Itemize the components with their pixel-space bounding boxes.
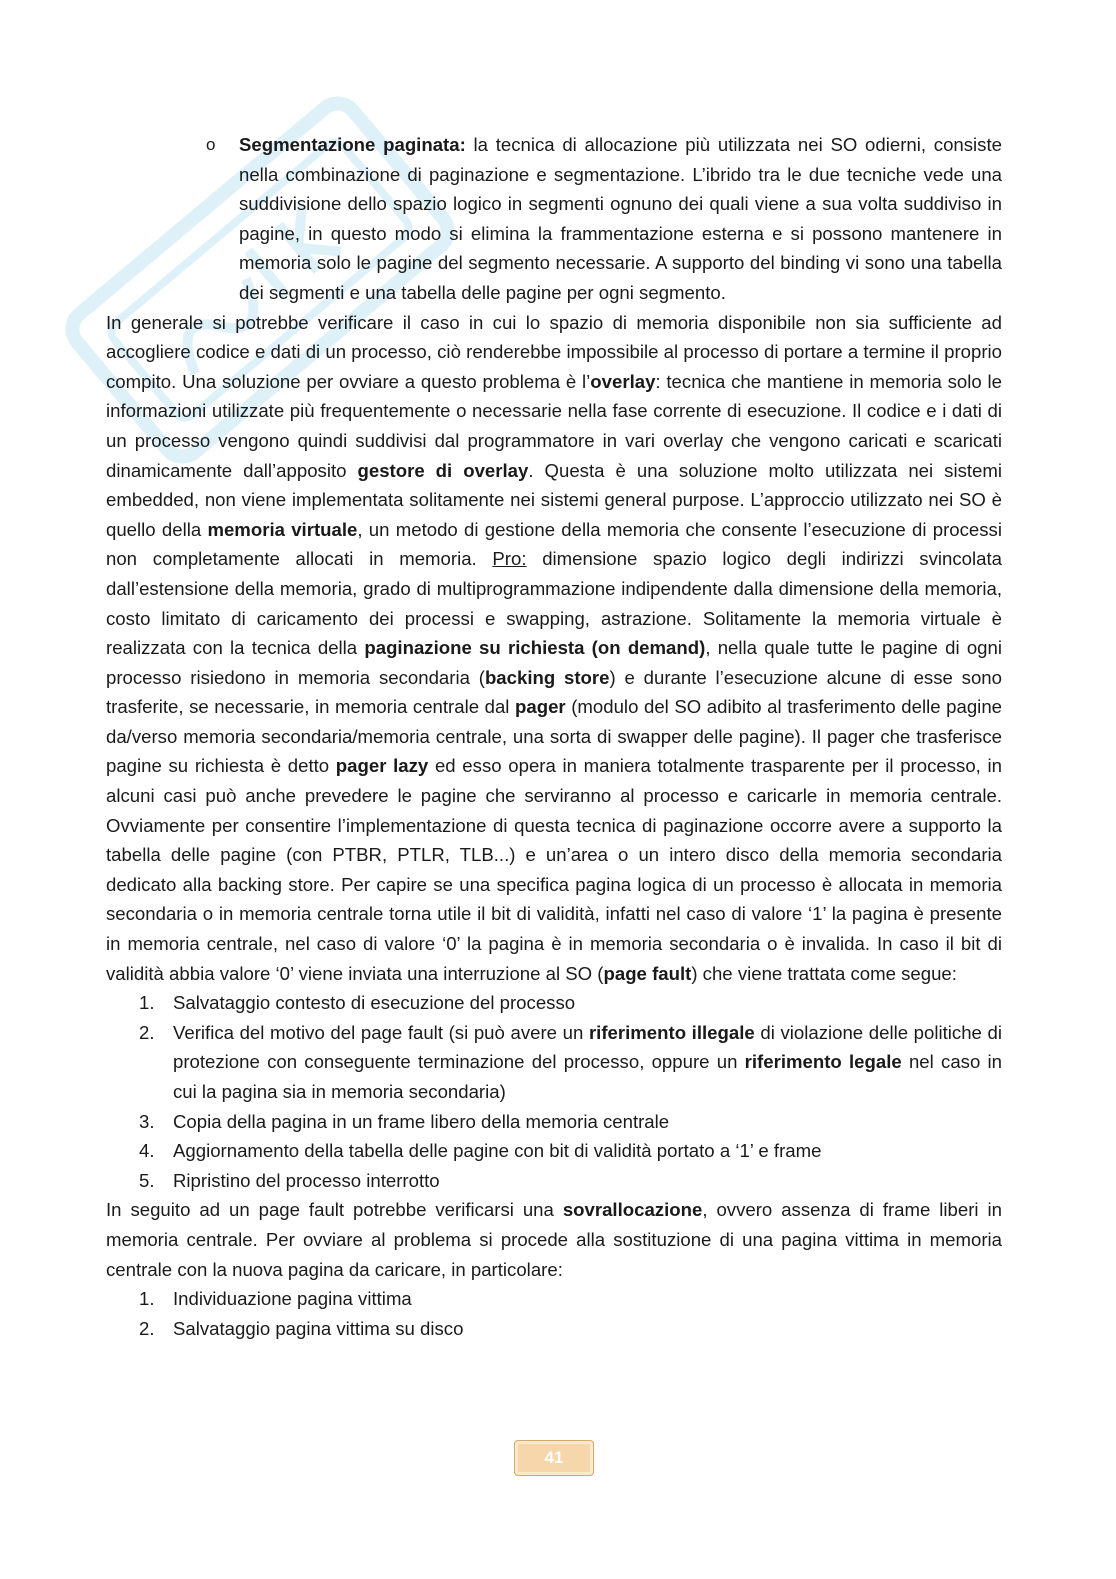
text-run: ) che viene trattata come segue:	[691, 962, 957, 984]
list-item	[106, 1284, 1002, 1314]
text-run: Verifica del motivo del page fault (si può avere un	[173, 1021, 589, 1043]
term-segmentazione-paginata: Segmentazione paginata:	[239, 134, 466, 155]
text-run: ) e durante l’esecuzione alcune di esse sono trasferite, se necessarie, in memoria centrale dal	[106, 666, 1002, 718]
list-number: 2.	[139, 1317, 155, 1339]
text-run: ed esso opera in maniera totalmente trasparente per il processo, in alcuni casi può anche prevedere le pagine che serviranno al processo e caricarle in memoria centrale. Ovviamente per consentire l’implementazione di questa tecnica di paginazione occorre avere a supporto la tabella delle pagine (con PTBR, PTLR, TLB...) e un’area o un intero disco della memoria secondaria dedicato alla backing store. Per capire se una specifica pagina logica di un processo è allocata in memoria secondaria o in memoria centrale torna utile il bit di validità, infatti nel caso di valore ‘1’ la pagina è presente in memoria centrale, nel caso di valore ‘0’ la pagina è in memoria secondaria o è invalida. In caso il bit di validità abbia valore ‘0’ viene inviata una interruzione al SO (	[106, 755, 1002, 984]
bullet-marker: o	[206, 135, 216, 154]
list-item-text: Aggiornamento della tabella delle pagine con bit di validità portato a ‘1’ e frame	[173, 1140, 822, 1162]
text-run: : tecnica che mantiene in memoria solo le informazioni utilizzate più frequentemente o necessarie nella fase corrente di esecuzione. Il codice e i dati di un processo vengono quindi suddivisi dal programmatore in vari overlay che vengono caricati e scaricati dinamicamente dall’apposito	[106, 370, 1002, 481]
bold-term: riferimento illegale	[588, 1021, 755, 1043]
list-item	[106, 1166, 1002, 1196]
list-item	[106, 988, 1002, 1018]
bold-term: sovrallocazione	[562, 1199, 703, 1221]
text-run: , ovvero assenza di frame liberi in memoria centrale. Per ovviare al problema si procede alla sostituzione di una pagina vittima in memoria centrale con la nuova pagina da caricare, in particolare:	[106, 1199, 1002, 1280]
text-run: nel caso in cui la pagina sia in memoria secondaria)	[173, 1051, 1003, 1102]
text-run: In seguito ad un page fault potrebbe verificarsi una	[106, 1199, 563, 1221]
bold-term: pager	[515, 696, 566, 718]
list-item	[106, 1018, 1002, 1107]
list-number: 1.	[139, 992, 155, 1014]
paragraph-sovrallocazione	[106, 1195, 1002, 1284]
list-item	[106, 1314, 1002, 1344]
list-item	[106, 1136, 1002, 1166]
text-run: , un metodo di gestione della memoria che consente l’esecuzione di processi non completamente allocati in memoria.	[106, 518, 1002, 570]
segmentazione-text: la tecnica di allocazione più utilizzata nei SO odierni, consiste nella combinazione di paginazione e segmentazione. L’ibrido tra le due tecniche vede una suddivisione dello spazio logico in segmenti ognuno dei quali viene a sua volta suddiviso in pagine, in questo modo si elimina la frammentazione esterna e si possono mantenere in memoria solo le pagine del segmento necessarie. A supporto del binding vi sono una tabella dei segmenti e una tabella delle pagine per ogni segmento.	[239, 134, 1002, 303]
page-fault-steps-list	[106, 988, 1002, 1195]
list-number: 5.	[139, 1169, 155, 1191]
list-number: 3.	[139, 1110, 155, 1132]
list-number: 4.	[139, 1140, 155, 1162]
bold-term: overlay	[590, 370, 656, 392]
page-number: 41	[514, 1440, 594, 1476]
bold-term: backing store	[484, 666, 610, 688]
text-run: , nella quale tutte le pagine di ogni processo risiedono in memoria secondaria (	[106, 637, 1002, 688]
list-item-text: Ripristino del processo interrotto	[173, 1169, 440, 1191]
list-item-text: Copia della pagina in un frame libero della memoria centrale	[173, 1110, 670, 1132]
list-item	[106, 1107, 1002, 1137]
list-item-text: Salvataggio pagina vittima su disco	[173, 1317, 464, 1339]
list-item-text: Salvataggio contesto di esecuzione del processo	[173, 992, 576, 1014]
list-number: 1.	[139, 1288, 155, 1310]
bold-term: memoria virtuale	[207, 518, 358, 540]
text-run: di violazione delle politiche di protezione con conseguente terminazione del processo, oppure un	[173, 1021, 1002, 1073]
text-run: dimensione spazio logico degli indirizzi svincolata dall’estensione della memoria, grado di multiprogrammazione indipendente dalla dimensione della memoria, costo limitato di caricamento dei processi e swapping, astrazione. Solitamente la memoria virtuale è realizzata con la tecnica della	[106, 548, 1002, 659]
list-number: 2.	[139, 1021, 155, 1043]
bold-term: gestore di overlay	[357, 459, 529, 481]
paragraph-overlay-memoria-virtuale	[106, 308, 1002, 989]
document-body	[106, 130, 1002, 1343]
bullet-segmentazione-paginata	[206, 130, 1002, 308]
text-run: In generale si potrebbe verificare il caso in cui lo spazio di memoria disponibile non sia sufficiente ad accogliere codice e dati di un processo, ciò renderebbe impossibile al processo di portare a termine il proprio compito. Una soluzione per ovviare a questo problema è l’	[106, 311, 1002, 392]
underlined-term: Pro:	[492, 548, 527, 570]
bold-term: riferimento legale	[744, 1051, 902, 1073]
text-run: (modulo del SO adibito al trasferimento delle pagine da/verso memoria secondaria/memoria centrale, una sorta di swapper delle pagine). Il pager che trasferisce pagine su richiesta è detto	[106, 696, 1002, 777]
bold-term: pager lazy	[335, 755, 429, 777]
bold-term: page fault	[603, 962, 692, 984]
bold-term: paginazione su richiesta (on demand)	[364, 637, 706, 659]
list-item-text: Individuazione pagina vittima	[173, 1288, 412, 1310]
text-run: . Questa è una soluzione molto utilizzata nei sistemi embedded, non viene implementata solitamente nei sistemi general purpose. L’approccio utilizzato nei SO è quello della	[106, 459, 1003, 540]
pagina-vittima-steps-list	[106, 1284, 1002, 1343]
